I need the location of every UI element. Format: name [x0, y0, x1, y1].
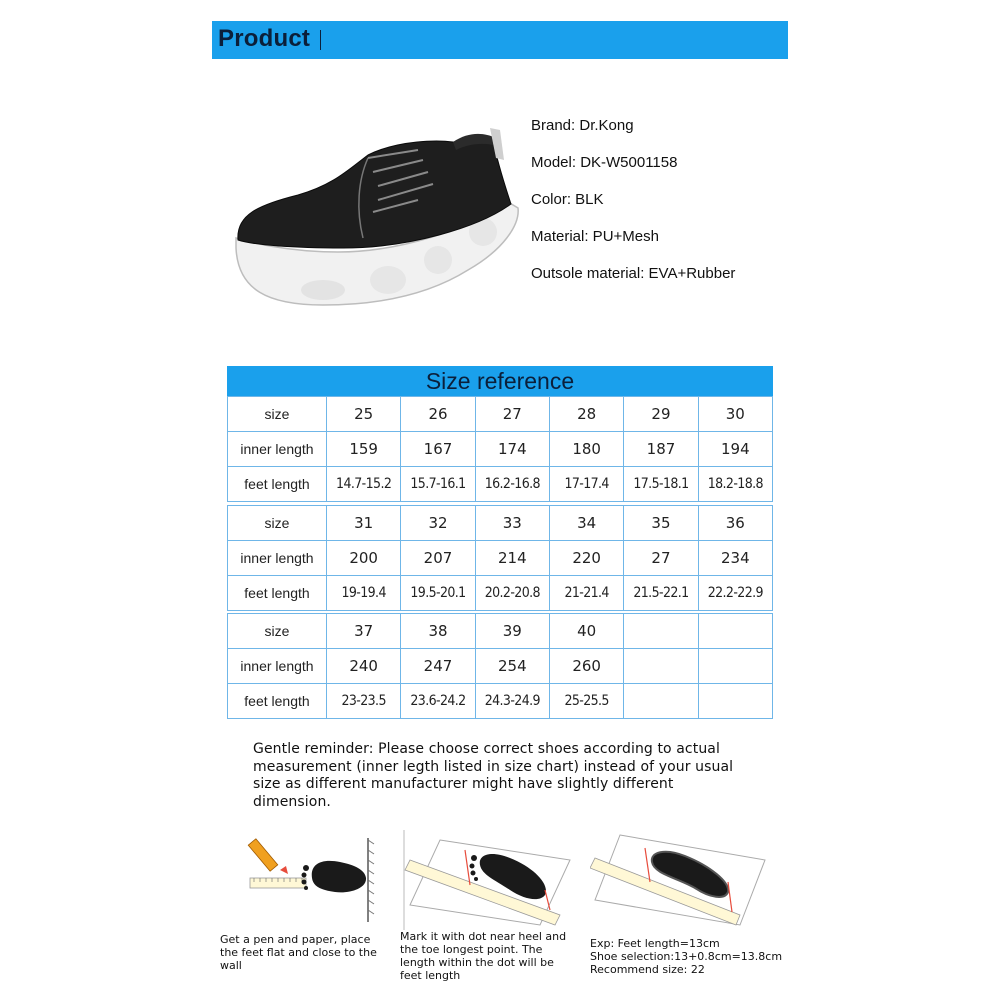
- row-label-feet: feet length: [228, 467, 327, 502]
- step3-line-3: Recommend size: 22: [590, 963, 705, 976]
- inner-length-row: [228, 432, 773, 467]
- spec-outsole: Outsole material: EVA+Rubber: [531, 265, 736, 282]
- step1-illustration: [240, 830, 380, 930]
- row-label-size: size: [228, 614, 327, 649]
- size-cell: 32: [401, 506, 475, 541]
- inner-length-row: [228, 649, 773, 684]
- feet-cell: 23.6-24.2: [401, 684, 475, 719]
- size-cell: 31: [327, 506, 401, 541]
- product-specs: [531, 116, 735, 301]
- size-cell: 30: [698, 397, 772, 432]
- feet-cell: 21.5-22.1: [624, 576, 698, 611]
- feet-cell: 17-17.4: [549, 467, 623, 502]
- inner-length-row: [228, 541, 773, 576]
- foot-measure-image: [590, 830, 770, 930]
- size-cell: 34: [549, 506, 623, 541]
- size-chart-title: Size reference: [227, 366, 773, 396]
- feet-cell: 16.2-16.8: [475, 467, 549, 502]
- feet-cell: 14.7-15.2: [327, 467, 401, 502]
- step2-caption: Mark it with dot near heel and the toe longest point. The length within the dot will be feet length: [400, 930, 567, 982]
- size-table-2: [227, 505, 773, 611]
- row-label-feet: feet length: [228, 576, 327, 611]
- inner-cell: 180: [549, 432, 623, 467]
- inner-cell: 200: [327, 541, 401, 576]
- feet-cell: 25-25.5: [549, 684, 623, 719]
- inner-cell: 247: [401, 649, 475, 684]
- size-cell: 25: [327, 397, 401, 432]
- foot-wall-image: [240, 830, 380, 930]
- inner-cell: 27: [624, 541, 698, 576]
- feet-length-row: [228, 684, 773, 719]
- shoe-image: [228, 120, 528, 320]
- inner-cell: 254: [475, 649, 549, 684]
- inner-cell: 207: [401, 541, 475, 576]
- spec-color: Color: BLK: [531, 191, 604, 208]
- inner-cell: 159: [327, 432, 401, 467]
- spec-model: Model: DK-W5001158: [531, 154, 678, 171]
- feet-cell: 20.2-20.8: [475, 576, 549, 611]
- row-label-inner: inner length: [228, 541, 327, 576]
- row-label-size: size: [228, 397, 327, 432]
- inner-cell: 260: [549, 649, 623, 684]
- inner-cell: 194: [698, 432, 772, 467]
- step3-illustration: [590, 830, 770, 930]
- row-label-inner: inner length: [228, 432, 327, 467]
- inner-cell: [698, 649, 772, 684]
- feet-length-row: [228, 576, 773, 611]
- size-cell: 28: [549, 397, 623, 432]
- size-row: [228, 397, 773, 432]
- inner-cell: 214: [475, 541, 549, 576]
- size-cell: 33: [475, 506, 549, 541]
- size-row: [228, 506, 773, 541]
- feet-length-row: [228, 467, 773, 502]
- inner-cell: [624, 649, 698, 684]
- feet-cell: 24.3-24.9: [475, 684, 549, 719]
- step3-line-2: Shoe selection:13+0.8cm=13.8cm: [590, 950, 783, 963]
- inner-cell: 187: [624, 432, 698, 467]
- feet-cell: [698, 684, 772, 719]
- foot-paper-image: [400, 830, 575, 930]
- row-label-feet: feet length: [228, 684, 327, 719]
- size-cell: 39: [475, 614, 549, 649]
- inner-cell: 234: [698, 541, 772, 576]
- row-label-size: size: [228, 506, 327, 541]
- inner-cell: 167: [401, 432, 475, 467]
- inner-cell: 240: [327, 649, 401, 684]
- size-cell: 38: [401, 614, 475, 649]
- step2-illustration: [400, 830, 575, 930]
- size-table-1: [227, 396, 773, 502]
- title-divider: [320, 30, 321, 50]
- product-image: [228, 120, 528, 320]
- header-bar: [212, 21, 788, 59]
- size-table-3: [227, 613, 773, 719]
- spec-material: Material: PU+Mesh: [531, 228, 659, 245]
- size-cell: [624, 614, 698, 649]
- reminder-text: Gentle reminder: Please choose correct shoes according to actual measurement (inner legth listed in size chart) instead of your usual size as different manufacturer might have slightly different dimension.: [253, 741, 734, 810]
- feet-cell: 21-21.4: [549, 576, 623, 611]
- size-cell: 37: [327, 614, 401, 649]
- feet-cell: 17.5-18.1: [624, 467, 698, 502]
- spec-brand: Brand: Dr.Kong: [531, 117, 634, 134]
- feet-cell: 19-19.4: [327, 576, 401, 611]
- size-cell: 29: [624, 397, 698, 432]
- size-row: [228, 614, 773, 649]
- step1-caption: Get a pen and paper, place the feet flat and close to the wall: [220, 933, 377, 972]
- page-title: Product: [218, 25, 311, 52]
- step3-caption: [590, 937, 790, 976]
- size-cell: 40: [549, 614, 623, 649]
- inner-cell: 220: [549, 541, 623, 576]
- feet-cell: [624, 684, 698, 719]
- inner-cell: 174: [475, 432, 549, 467]
- feet-cell: 18.2-18.8: [698, 467, 772, 502]
- size-cell: 27: [475, 397, 549, 432]
- feet-cell: 23-23.5: [327, 684, 401, 719]
- size-cell: 26: [401, 397, 475, 432]
- feet-cell: 15.7-16.1: [401, 467, 475, 502]
- step3-line-1: Exp: Feet length=13cm: [590, 937, 720, 950]
- size-cell: [698, 614, 772, 649]
- size-cell: 36: [698, 506, 772, 541]
- feet-cell: 19.5-20.1: [401, 576, 475, 611]
- row-label-inner: inner length: [228, 649, 327, 684]
- feet-cell: 22.2-22.9: [698, 576, 772, 611]
- size-cell: 35: [624, 506, 698, 541]
